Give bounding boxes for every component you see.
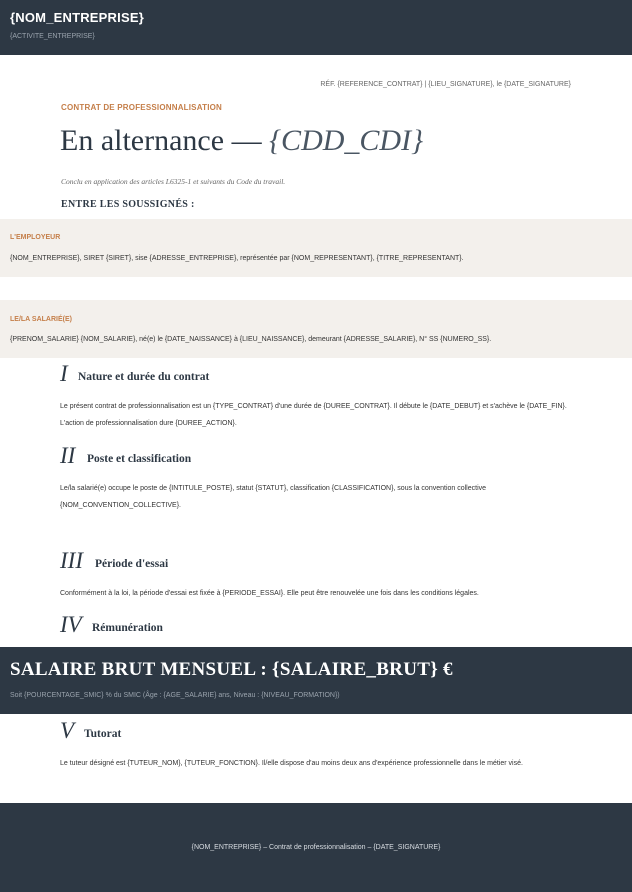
salary-band — [0, 647, 632, 714]
salary-amount: SALAIRE BRUT MENSUEL : {SALAIRE_BRUT} € — [10, 659, 453, 680]
employee-label: LE/LA SALARIÉ(E) — [10, 316, 72, 323]
page-title — [60, 124, 423, 158]
article-number: I — [60, 361, 68, 386]
employer-label: L'EMPLOYEUR — [10, 234, 61, 241]
employee-text: {PRENOM_SALARIE} {NOM_SALARIE}, né(e) le {DATE_NAISSANCE} à {LIEU_NAISSANCE}, demeurant {ADRESSE_SALARIE}, N° SS {NUMERO_SS}. — [10, 336, 492, 343]
company-activity: {ACTIVITE_ENTREPRISE} — [10, 33, 95, 40]
article-number: IV — [60, 612, 82, 637]
employee-block — [0, 300, 632, 358]
article-title: Poste et classification — [87, 453, 192, 465]
article-number: III — [60, 548, 83, 573]
article-number: V — [60, 718, 75, 743]
article-title: Période d'essai — [95, 558, 169, 570]
article-body: Conformément à la loi, la période d'essai est fixée à {PERIODE_ESSAI}. Elle peut être renouvelée une fois dans les conditions légales. — [60, 590, 479, 597]
between-heading: ENTRE LES SOUSSIGNÉS : — [61, 199, 195, 210]
legal-note: Conclu en application des articles L6325-1 et suivants du Code du travail. — [61, 177, 286, 186]
contract-kicker: CONTRAT DE PROFESSIONNALISATION — [61, 103, 223, 112]
article-body: Le présent contrat de professionnalisation est un {TYPE_CONTRAT} d'une durée de {DUREE_CONTRAT}. Il débute le {DATE_DEBUT} et s'achève le {DATE_FIN}. L'action de professionnalisation dure {DUREE_ACTION}. — [60, 403, 567, 427]
article-title: Nature et durée du contrat — [78, 371, 210, 383]
page-title-variable: {CDD_CDI} — [269, 124, 424, 157]
footer-text: {NOM_ENTREPRISE} – Contrat de professionnalisation – {DATE_SIGNATURE} — [191, 844, 441, 851]
employer-text: {NOM_ENTREPRISE}, SIRET {SIRET}, sise {ADRESSE_ENTREPRISE}, représentée par {NOM_REPRESENTANT}, {TITRE_REPRESENTANT}. — [10, 255, 464, 262]
article-number: II — [60, 443, 76, 468]
article-title: Tutorat — [84, 728, 122, 740]
article-title: Rémunération — [92, 622, 163, 634]
page-title-main: En alternance — — [60, 124, 270, 157]
article-body: Le tuteur désigné est {TUTEUR_NOM}, {TUTEUR_FONCTION}. Il/elle dispose d'au moins deux ans d'expérience professionnelle dans le métier visé. — [60, 760, 523, 767]
document-header — [0, 0, 632, 55]
employer-block — [0, 219, 632, 277]
salary-detail: Soit {POURCENTAGE_SMIC} % du SMIC (Âge : {AGE_SALARIE} ans, Niveau : {NIVEAU_FORMATION}) — [10, 692, 340, 699]
article-body: Le/la salarié(e) occupe le poste de {INTITULE_POSTE}, statut {STATUT}, classification {CLASSIFICATION}, sous la convention collective {NOM_CONVENTION_COLLECTIVE}. — [60, 485, 487, 509]
document-footer — [0, 803, 632, 892]
company-name: {NOM_ENTREPRISE} — [10, 10, 144, 25]
contract-reference: RÉF. {REFERENCE_CONTRAT} | {LIEU_SIGNATURE}, le {DATE_SIGNATURE} — [320, 81, 571, 88]
